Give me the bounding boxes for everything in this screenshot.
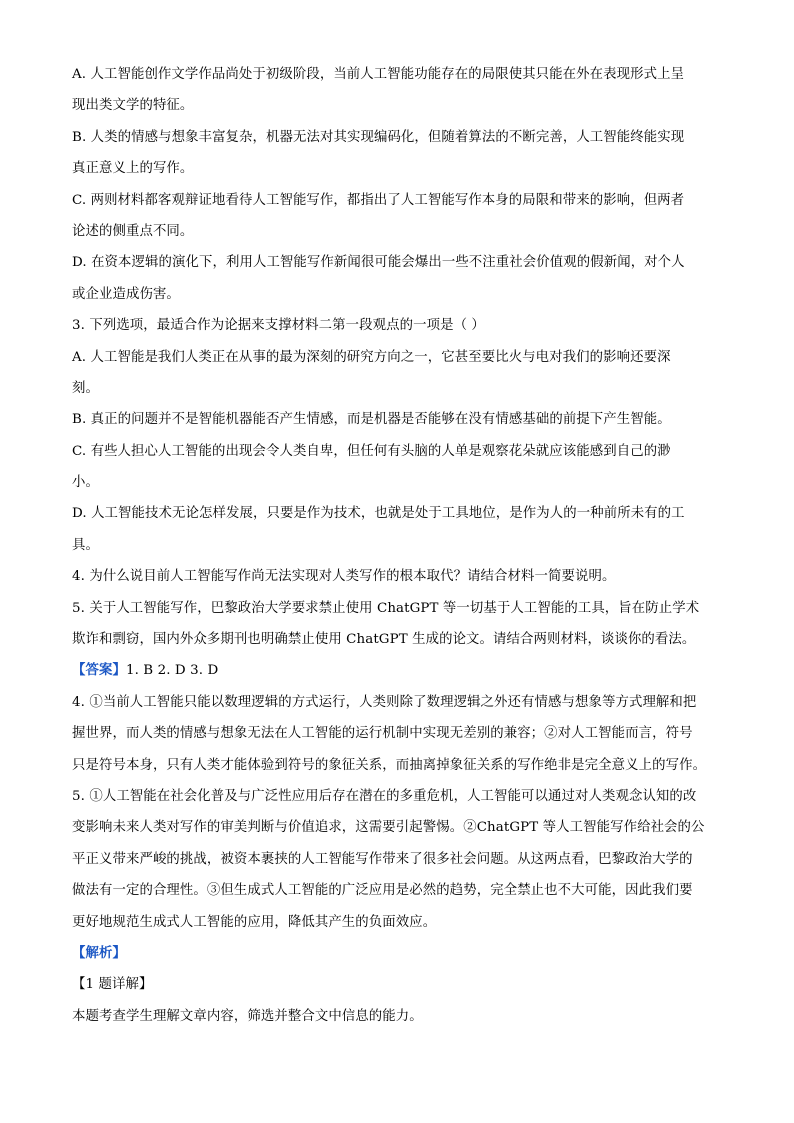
- text-line: B. 人类的情感与想象丰富复杂，机器无法对其实现编码化，但随着算法的不断完善，人工智能终能实现: [72, 129, 685, 145]
- text-line: D. 在资本逻辑的演化下，利用人工智能写作新闻很可能会爆出一些不注重社会价值观的假新闻，对个人: [72, 255, 685, 271]
- answer-line: 握世界，而人类的情感与想象无法在人工智能的运行机制中实现无差别的兼容；②对人工智能而言，符号: [72, 726, 693, 742]
- document-page: [72, 59, 722, 1032]
- text-line: 真正意义上的写作。: [72, 161, 194, 177]
- question-5: 5. 关于人工智能写作，巴黎政治大学要求禁止使用 ChatGPT 等一切基于人工智能的工具，旨在防止学术: [72, 600, 700, 616]
- text-line: 或企业造成伤害。: [72, 286, 180, 302]
- answer-line: 做法有一定的合理性。③但生成式人工智能的广泛应用是必然的趋势，完全禁止也不大可能，因此我们要: [72, 883, 693, 899]
- text-line: C. 有些人担心人工智能的出现会令人类自卑，但任何有头脑的人单是观察花朵就应该能感到自己的渺: [72, 443, 671, 459]
- answer-line: 只是符号本身，只有人类才能体验到符号的象征关系，而抽离掉象征关系的写作绝非是完全意义上的写作。: [72, 757, 707, 773]
- text-line: 论述的侧重点不同。: [72, 223, 194, 239]
- answer-line: 4. ①当前人工智能只能以数理逻辑的方式运行，人类则除了数理逻辑之外还有情感与想象等方式理解和把: [72, 694, 697, 710]
- detail-text: 本题考查学生理解文章内容，筛选并整合文中信息的能力。: [72, 1008, 423, 1024]
- answer-summary: [72, 655, 722, 686]
- question-3: 3. 下列选项，最适合作为论据来支撑材料二第一段观点的一项是（ ）: [72, 318, 485, 334]
- text-line: 现出类文学的特征。: [72, 98, 194, 114]
- answer-line: 变影响未来人类对写作的审美判断与价值追求，这需要引起警惕。②ChatGPT 等人工智能写作给社会的公: [72, 820, 705, 836]
- answer-tag: 【答案】: [72, 662, 126, 679]
- question-4: 4. 为什么说目前人工智能写作尚无法实现对人类写作的根本取代？请结合材料一简要说明。: [72, 569, 616, 585]
- answer-line: 5. ①人工智能在社会化普及与广泛性应用后存在潜在的多重危机，人工智能可以通过对人类观念认知的改: [72, 788, 697, 804]
- analysis-tag: 【解析】: [72, 944, 126, 961]
- answer-line: 更好地规范生成式人工智能的应用，降低其产生的负面效应。: [72, 914, 437, 930]
- text-line: 小。: [72, 475, 99, 491]
- text-line: A. 人工智能创作文学作品尚处于初级阶段，当前人工智能功能存在的局限使其只能在外在表现形式上呈: [72, 67, 685, 82]
- text-line: 具。: [72, 537, 99, 553]
- text-line: 欺诈和剽窃，国内外众多期刊也明确禁止使用 ChatGPT 生成的论文。请结合两则材料，谈谈你的看法。: [72, 632, 696, 648]
- answer-line: 平正义带来严峻的挑战，被资本裹挟的人工智能写作带来了很多社会问题。从这两点看，巴黎政治大学的: [72, 851, 693, 867]
- text-line: B. 真正的问题并不是智能机器能否产生情感，而是机器是否能够在没有情感基础的前提下产生智能。: [72, 412, 671, 428]
- text-line: D. 人工智能技术无论怎样发展，只要是作为技术，也就是处于工具地位，是作为人的一种前所未有的工: [72, 506, 685, 522]
- text-line: 刻。: [72, 380, 99, 396]
- text-line: C. 两则材料都客观辩证地看待人工智能写作，都指出了人工智能写作本身的局限和带来的影响，但两者: [72, 192, 685, 208]
- detail-heading: 【1 题详解】: [72, 977, 153, 993]
- text-line: A. 人工智能是我们人类正在从事的最为深刻的研究方向之一，它甚至要比火与电对我们的影响还要深: [72, 349, 671, 365]
- answer-choices: 1. B 2. D 3. D: [125, 663, 219, 679]
- analysis-heading: [72, 938, 722, 969]
